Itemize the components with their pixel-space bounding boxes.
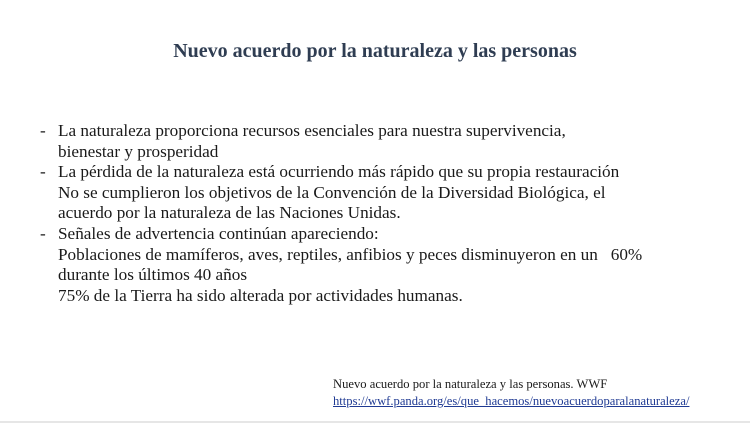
bullet-marker: - [40,121,46,140]
bullet-continuation: Poblaciones de mamíferos, aves, reptiles, anfibios y peces disminuyeron en un 60% [58,244,643,264]
bullet-item [40,121,730,142]
bullet-continuation: bienestar y prosperidad [58,141,219,161]
bullet-item [40,162,730,183]
slide-title: Nuevo acuerdo por la naturaleza y las personas [173,40,577,62]
bullet-marker: - [40,162,46,182]
bullet-item [40,224,730,245]
bullet-continuation: durante los últimos 40 años [58,265,248,285]
source-citation [333,376,689,410]
source-text: Nuevo acuerdo por la naturaleza y las personas. WWF [333,377,608,391]
bullet-continuation: 75% de la Tierra ha sido alterada por actividades humanas. [58,285,463,305]
bullet-text: La naturaleza proporciona recursos esenciales para nuestra supervivencia, [58,121,566,140]
bullet-text: Señales de advertencia continúan apareciendo: [58,223,379,243]
source-link[interactable]: https://wwf.panda.org/es/que_hacemos/nuevoacuerdoparalanaturaleza/ [333,394,690,408]
bullet-text: La pérdida de la naturaleza está ocurriendo más rápido que su propia restauración [58,162,620,182]
bullet-marker: - [40,223,46,243]
bullet-continuation: acuerdo por la naturaleza de las Naciones Unidas. [58,203,401,223]
bullet-list [40,121,730,306]
bullet-continuation: No se cumplieron los objetivos de la Convención de la Diversidad Biológica, el [58,182,606,202]
